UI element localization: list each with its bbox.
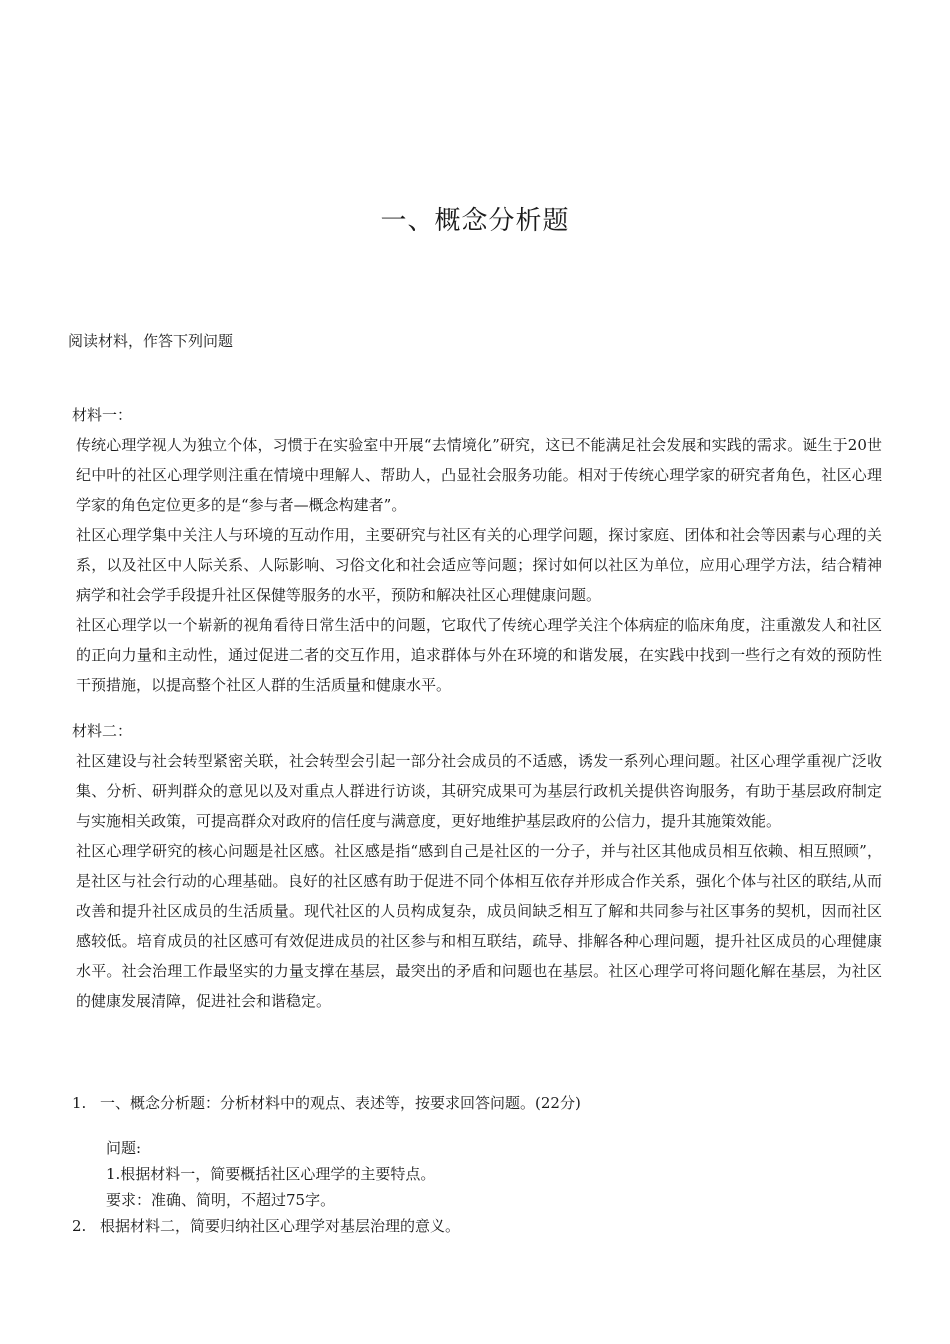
instruction-text: 阅读材料，作答下列问题 <box>68 332 234 350</box>
question-1 <box>72 1092 872 1113</box>
question-text: 一、概念分析题：分析材料中的观点、表述等，按要求回答问题。(22分) <box>100 1094 581 1112</box>
question-number: 1. <box>72 1094 87 1112</box>
material-two <box>72 716 882 1016</box>
material-paragraph: 社区建设与社会转型紧密关联，社会转型会引起一部分社会成员的不适感，诱发一系列心理问题。社区心理学重视广泛收集、分析、研判群众的意见以及对重点人群进行访谈，其研究成果可为基层行政机关提供咨询服务，有助于基层政府制定与实施相关政策，可提高群众对政府的信任度与满意度，更好地维护基层政府的公信力，提升其施策效能。 <box>76 752 882 830</box>
sub-question-requirement: 要求：准确、简明，不超过75字。 <box>106 1191 336 1209</box>
material-paragraph: 社区心理学研究的核心问题是社区感。社区感是指“感到自己是社区的一分子，并与社区其他成员相互依赖、相互照顾”，是社区与社会行动的心理基础。良好的社区感有助于促进不同个体相互依存并形成合作关系，强化个体与社区的联结,从而改善和提升社区成员的生活质量。现代社区的人员构成复杂，成员间缺乏相互了解和共同参与社区事务的契机，因而社区感较低。培育成员的社区感可有效促进成员的社区参与和相互联结，疏导、排解各种心理问题，提升社区成员的心理健康水平。社会治理工作最坚实的力量支撑在基层，最突出的矛盾和问题也在基层。社区心理学可将问题化解在基层，为社区的健康发展清障，促进社会和谐稳定。 <box>76 842 882 1010</box>
sub-question-label: 问题: <box>106 1139 142 1157</box>
material-paragraph: 传统心理学视人为独立个体，习惯于在实验室中开展“去情境化”研究，这已不能满足社会发展和实践的需求。诞生于20世纪中叶的社区心理学则注重在情境中理解人、帮助人，凸显社会服务功能。相对于传统心理学家的研究者角色，社区心理学家的角色定位更多的是“参与者—概念构建者”。 <box>76 436 882 514</box>
question-text: 根据材料二，简要归纳社区心理学对基层治理的意义。 <box>100 1217 461 1235</box>
question-2 <box>72 1213 872 1239</box>
question-number: 2. <box>72 1217 87 1235</box>
question-section <box>72 1092 872 1239</box>
page-title: 一、概念分析题 <box>380 206 570 236</box>
material-one <box>72 400 882 700</box>
material-paragraph: 社区心理学以一个崭新的视角看待日常生活中的问题，它取代了传统心理学关注个体病症的临床角度，注重激发人和社区的正向力量和主动性，通过促进二者的交互作用，追求群体与外在环境的和谐发展，在实践中找到一些行之有效的预防性干预措施，以提高整个社区人群的生活质量和健康水平。 <box>76 616 882 694</box>
material-label: 材料一： <box>72 406 133 424</box>
material-label: 材料二： <box>72 722 133 740</box>
material-paragraph: 社区心理学集中关注人与环境的互动作用，主要研究与社区有关的心理学问题，探讨家庭、团体和社会等因素与心理的关系，以及社区中人际关系、人际影响、习俗文化和社会适应等问题；探讨如何以社区为单位，应用心理学方法，结合精神病学和社会学手段提升社区保健等服务的水平，预防和解决社区心理健康问题。 <box>76 526 882 604</box>
sub-question-block <box>106 1135 872 1213</box>
sub-question-text: 1.根据材料一，简要概括社区心理学的主要特点。 <box>106 1165 436 1183</box>
